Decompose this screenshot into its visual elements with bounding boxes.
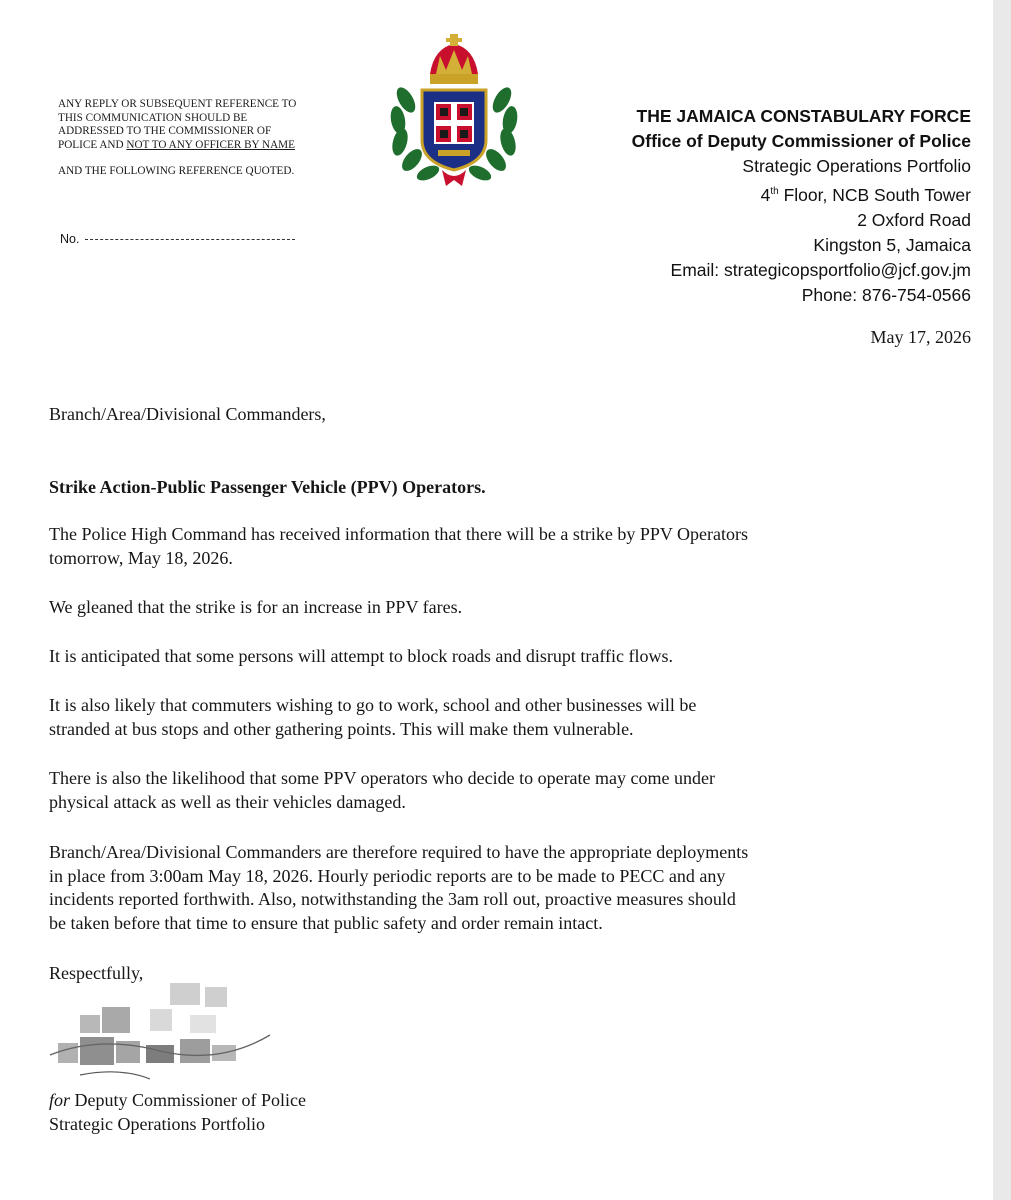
reference-blank-line <box>85 239 295 240</box>
jcf-crest-icon <box>384 30 524 190</box>
redacted-signature-icon <box>40 975 280 1090</box>
letterhead <box>632 104 971 308</box>
closing: Respectfully, <box>49 963 144 983</box>
paragraph-6 <box>49 841 929 935</box>
floor-suffix: th <box>770 186 779 197</box>
paragraph-4 <box>49 694 929 741</box>
paragraph-line: incidents reported forthwith. Also, notwithstanding the 3am roll out, proactive measures should <box>49 889 736 909</box>
notice-line: ANY REPLY OR SUBSEQUENT REFERENCE TO <box>58 98 297 110</box>
notice-text: POLICE AND <box>58 138 127 151</box>
subject-line: Strike Action-Public Passenger Vehicle (PPV) Operators. <box>49 477 486 497</box>
signature-for: for <box>49 1090 71 1110</box>
signature-title: Deputy Commissioner of Police <box>70 1090 306 1110</box>
paragraph-5 <box>49 767 929 814</box>
paragraph-1 <box>49 523 929 570</box>
letterhead-portfolio: Strategic Operations Portfolio <box>742 156 971 176</box>
paragraph-line: physical attack as well as their vehicles damaged. <box>49 791 406 812</box>
reference-label: No. <box>60 232 80 246</box>
paragraph-line: It is also likely that commuters wishing to go to work, school and other businesses will be <box>49 695 697 715</box>
letterhead-org: THE JAMAICA CONSTABULARY FORCE <box>636 106 971 126</box>
letterhead-office: Office of Deputy Commissioner of Police <box>631 131 971 151</box>
notice-underlined-text: NOT TO ANY OFFICER BY NAME <box>126 138 295 151</box>
floor-number: 4 <box>760 184 771 205</box>
paragraph-line: It is anticipated that some persons will attempt to block roads and disrupt traffic flows. <box>49 646 674 666</box>
paragraph-line: be taken before that time to ensure that public safety and order remain intact. <box>49 912 603 933</box>
paragraph-2 <box>49 596 929 620</box>
letterhead-phone: Phone: 876-754-0566 <box>801 284 971 305</box>
paragraph-3 <box>49 645 929 669</box>
reference-number <box>60 232 295 246</box>
signatory-title <box>49 1089 306 1113</box>
letterhead-email: Email: strategicopsportfolio@jcf.gov.jm <box>670 259 971 280</box>
notice-line: THIS COMMUNICATION SHOULD BE <box>58 111 248 124</box>
paragraph-line: stranded at bus stops and other gathering points. This will make them vulnerable. <box>49 718 634 739</box>
paragraph-line: There is also the likelihood that some PPV operators who decide to operate may come under <box>49 768 715 788</box>
paragraph-line: in place from 3:00am May 18, 2026. Hourly periodic reports are to be made to PECC and any <box>49 865 726 886</box>
salutation: Branch/Area/Divisional Commanders, <box>49 404 326 424</box>
paragraph-line: The Police High Command has received information that there will be a strike by PPV Operators <box>49 524 749 544</box>
letter-date: May 17, 2026 <box>870 327 971 347</box>
letterhead-floor <box>632 179 971 208</box>
letterhead-city: Kingston 5, Jamaica <box>813 234 971 255</box>
letterhead-street: 2 Oxford Road <box>857 209 971 230</box>
notice-line: AND THE FOLLOWING REFERENCE QUOTED. <box>58 165 295 177</box>
paragraph-line: tomorrow, May 18, 2026. <box>49 547 233 568</box>
paragraph-line: We gleaned that the strike is for an increase in PPV fares. <box>49 597 463 617</box>
signature-block <box>49 1089 306 1136</box>
paragraph-line: Branch/Area/Divisional Commanders are therefore required to have the appropriate deployments <box>49 842 749 862</box>
page-edge <box>993 0 1011 1200</box>
reply-notice <box>58 98 348 152</box>
notice-line: ADDRESSED TO THE COMMISSIONER OF <box>58 125 272 138</box>
notice-line <box>58 139 348 153</box>
signatory-portfolio: Strategic Operations Portfolio <box>49 1113 265 1134</box>
floor-building: Floor, NCB South Tower <box>778 184 971 205</box>
